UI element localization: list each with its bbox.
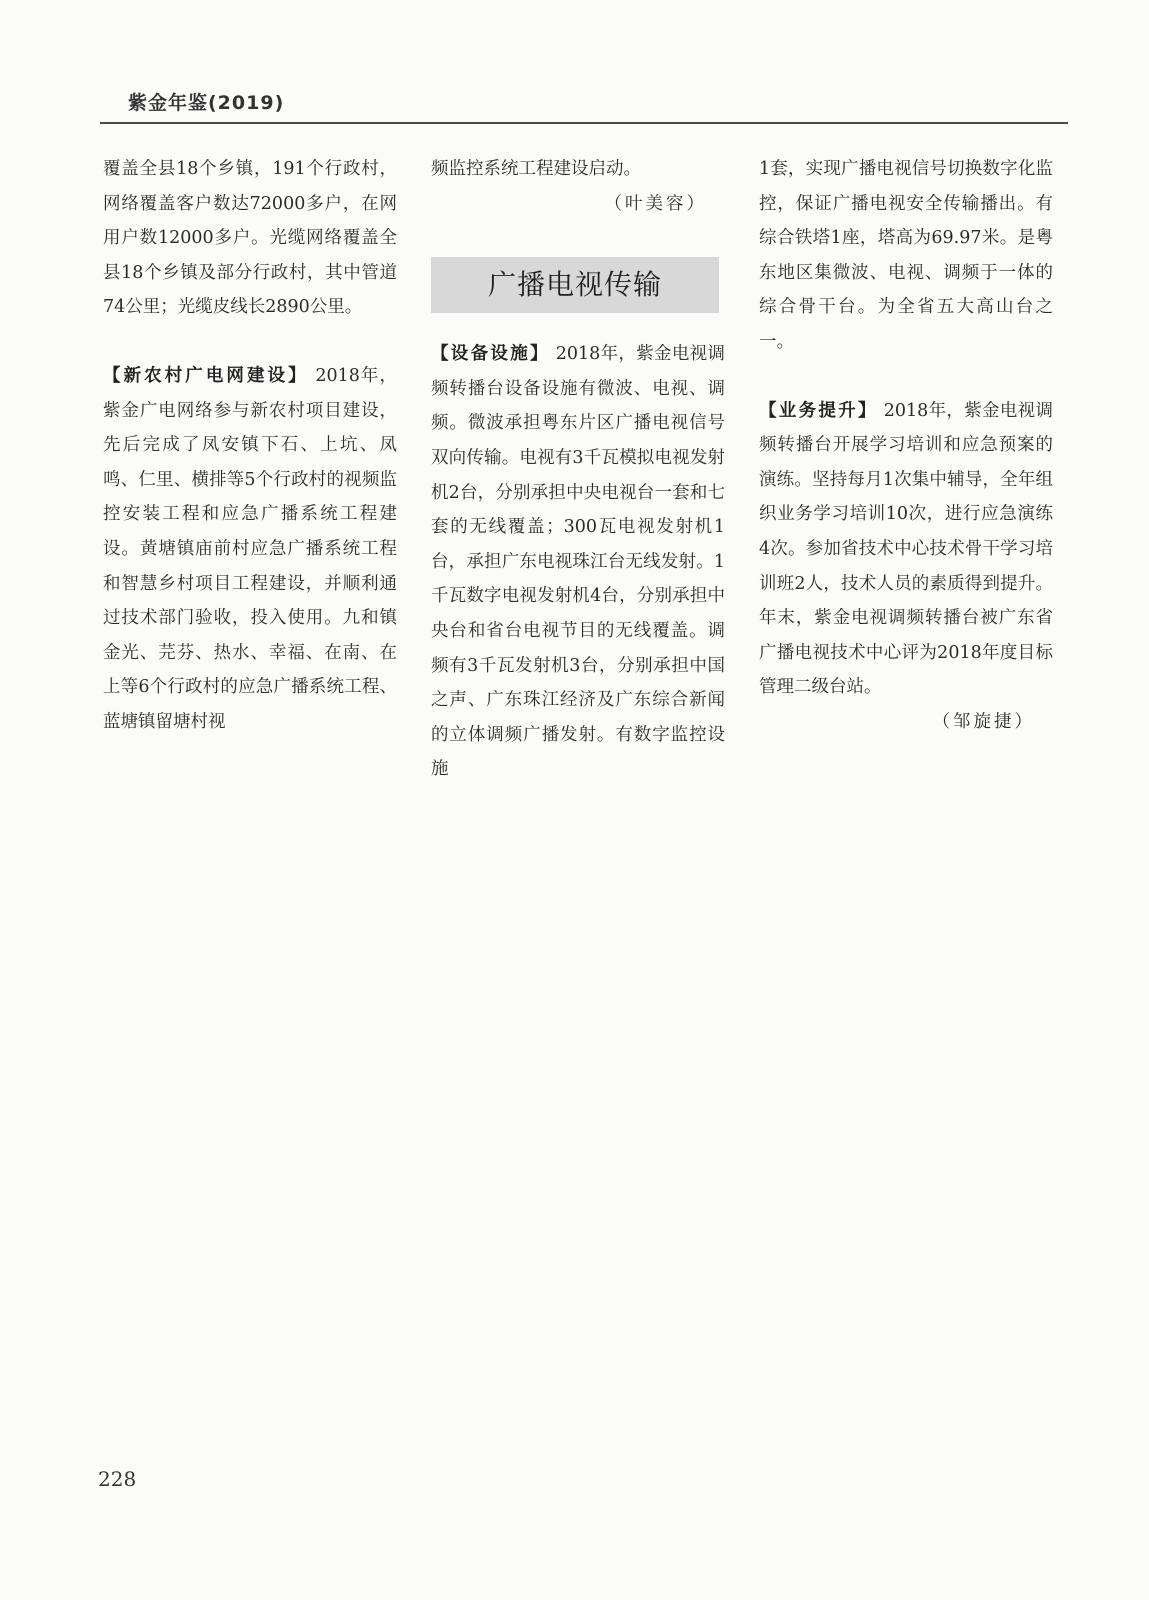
section-lead-equipment: 【设备设施】 <box>431 344 550 365</box>
section-heading: 广播电视传输 <box>487 267 662 301</box>
paragraph-network-coverage: 覆盖全县18个乡镇，191个行政村，网络覆盖客户数达72000多户，在网用户数12000多户。光缆网络覆盖全县18个乡镇及部分行政村，其中管道74公里；光缆皮线长2890公里。 <box>103 159 397 318</box>
paragraph-tower: 1套，实现广播电视信号切换数字化监控，保证广播电视安全传输播出。有综合铁塔1座，塔高为69.97米。是粤东地区集微波、电视、调频于一体的综合骨干台。为全省五大高山台之一。 <box>759 159 1053 352</box>
paragraph-business <box>759 394 1053 705</box>
section-lead-business: 【业务提升】 <box>759 400 878 421</box>
author-credit: （叶美容） <box>604 193 707 214</box>
header-rule <box>100 122 1068 124</box>
page-number: 228 <box>98 1467 137 1491</box>
column-3 <box>759 152 1053 740</box>
section-heading-box <box>431 257 719 313</box>
column-2 <box>431 152 725 787</box>
column-1 <box>103 152 397 740</box>
running-title: 紫金年鉴(2019) <box>128 92 285 114</box>
paragraph-equipment-body: 2018年，紫金电视调频转播台设备设施有微波、电视、调频。微波承担粤东片区广播电视信号双向传输。电视有3千瓦模拟电视发射机2台，分别承担中央电视台一套和七套的无线覆盖；300瓦电视发射机1台，承担广东电视珠江台无线发射。1千瓦数字电视发射机4台，分别承担中央台和省台电视节目的无线覆盖。调频有3千瓦发射机3台，分别承担中国之声、广东珠江经济及广东综合新闻的立体调频广播发射。有数字监控设施 <box>431 344 725 780</box>
section-lead-rural-network: 【新农村广电网建设】 <box>103 365 309 386</box>
paragraph-continuation: 频监控系统工程建设启动。 <box>431 159 641 179</box>
paragraph-business-body: 2018年，紫金电视调频转播台开展学习培训和应急预案的演练。坚持每月1次集中辅导，全年组织业务学习培训10次，进行应急演练4次。参加省技术中心技术骨干学习培训班2人，技术人员的素质得到提升。年末，紫金电视调频转播台被广东省广播电视技术中心评为2018年度目标管理二级台站。 <box>759 400 1053 698</box>
paragraph-equipment <box>431 337 725 787</box>
author-credit: （邹旋捷） <box>932 711 1035 732</box>
paragraph-rural-network-body: 2018年，紫金广电网络参与新农村项目建设，先后完成了凤安镇下石、上坑、凤鸣、仁里、横排等5个行政村的视频监控安装工程和应急广播系统工程建设。黄塘镇庙前村应急广播系统工程和智慧乡村项目工程建设，并顺利通过技术部门验收，投入使用。九和镇金光、芫芬、热水、幸福、在南、在上等6个行政村的应急广播系统工程、蓝塘镇留塘村视 <box>103 365 397 732</box>
paragraph-rural-network <box>103 359 397 740</box>
